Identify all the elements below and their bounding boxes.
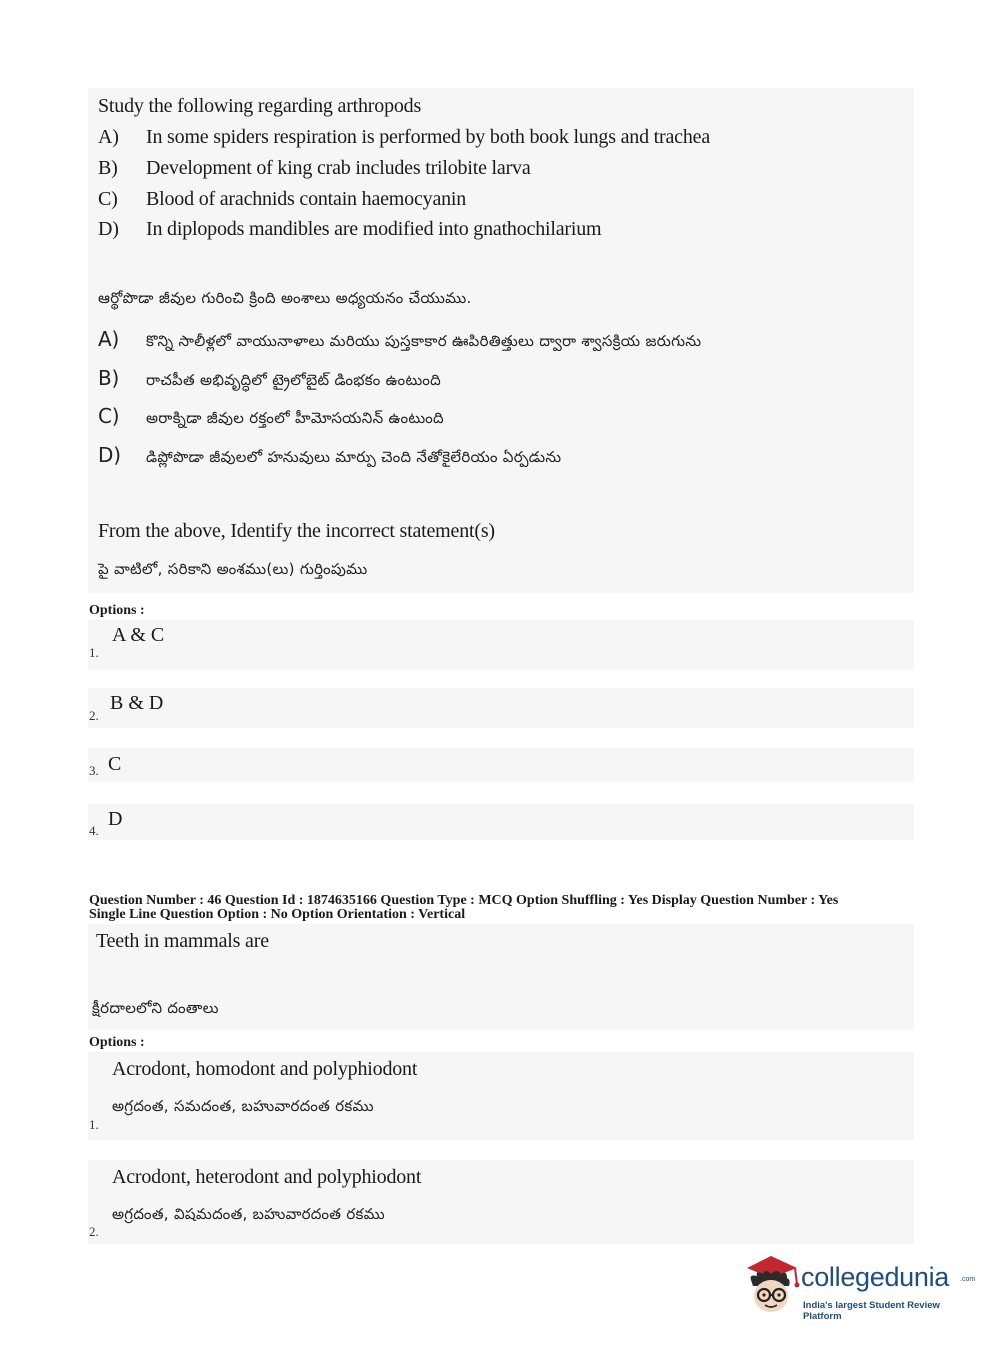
q46-option-2-telugu: అగ్రదంత, విషమదంత, బహువారదంత రకము bbox=[112, 1205, 386, 1223]
logo-tagline: India's largest Student Review Platform bbox=[803, 1300, 940, 1322]
q45-statement-a-en: A) In some spiders respiration is performed by both book lungs and trachea bbox=[98, 126, 710, 148]
q45-option-3-box[interactable] bbox=[88, 748, 914, 782]
logo-domain-suffix: .com bbox=[960, 1276, 976, 1283]
q45-option-1-text: A & C bbox=[112, 624, 165, 646]
q45-intro-telugu: ఆర్థోపొడా జీవుల గురించి క్రింది అంశాలు అధ్యయనం చేయుము. bbox=[98, 289, 472, 307]
q46-option-1-telugu: అగ్రదంత, సమదంత, బహువారదంత రకము bbox=[112, 1097, 374, 1115]
q45-option-2-box[interactable] bbox=[88, 688, 914, 728]
q46-meta-line-2: Single Line Question Option : No Option Orientation : Vertical bbox=[89, 907, 466, 922]
q46-option-2-number: 2. bbox=[89, 1224, 99, 1239]
collegedunia-logo[interactable] bbox=[741, 1248, 976, 1324]
q45-option-2-text: B & D bbox=[110, 692, 164, 714]
q46-question-english: Teeth in mammals are bbox=[96, 930, 269, 952]
q46-meta-line-1: Question Number : 46 Question Id : 1874635166 Question Type : MCQ Option Shuffling : Yes Display Question Number : Yes bbox=[89, 893, 839, 908]
q45-statement-b-te: B) రాచపీత అభివృద్ధిలో ట్రైలోబైట్ డింభకం ఉంటుంది bbox=[98, 366, 442, 390]
q45-option-4-number: 4. bbox=[89, 823, 99, 838]
logo-wordmark: collegedunia bbox=[801, 1262, 950, 1292]
q45-statement-d-en: D) In diplopods mandibles are modified into gnathochilarium bbox=[98, 218, 602, 240]
q45-option-1-box[interactable] bbox=[88, 620, 914, 670]
q45-question-english: From the above, Identify the incorrect statement(s) bbox=[98, 520, 495, 542]
q46-option-1-number: 1. bbox=[89, 1117, 99, 1132]
q45-option-4-text: D bbox=[108, 808, 123, 830]
q45-statement-d-te: D) డిప్లోపొడా జీవులలో హనువులు మార్పు చెంది నేతోకైలేరియం ఏర్పడును bbox=[98, 443, 562, 467]
q45-question-telugu: పై వాటిలో, సరికాని అంశము(లు) గుర్తింపుము bbox=[98, 560, 368, 578]
q45-statement-a-te: A) కొన్ని సాలీళ్లలో వాయునాళాలు మరియు పుస్తకాకార ఊపిరితిత్తులు ద్వారా శ్వాసక్రియ జరుగును bbox=[98, 327, 702, 351]
q45-statement-b-en: B) Development of king crab includes trilobite larva bbox=[98, 157, 531, 179]
q46-question-telugu: క్షీరదాలలోని దంతాలు bbox=[92, 999, 219, 1017]
q46-option-2-english: Acrodont, heterodont and polyphiodont bbox=[112, 1166, 422, 1188]
q45-intro-english: Study the following regarding arthropods bbox=[98, 95, 422, 117]
q45-option-4-box[interactable] bbox=[88, 804, 914, 840]
q45-option-3-text: C bbox=[108, 753, 122, 775]
q46-options-heading: Options : bbox=[89, 1035, 145, 1050]
q45-statement-c-te: C) అరాక్నిడా జీవుల రక్తంలో హీమోసయనిన్ ఉంటుంది bbox=[98, 404, 444, 428]
graduate-mascot-icon bbox=[741, 1250, 803, 1320]
q46-option-1-english: Acrodont, homodont and polyphiodont bbox=[112, 1058, 418, 1080]
q45-options-heading: Options : bbox=[89, 603, 145, 618]
q45-option-2-number: 2. bbox=[89, 708, 99, 723]
q45-option-1-number: 1. bbox=[89, 645, 99, 660]
q45-statement-c-en: C) Blood of arachnids contain haemocyanin bbox=[98, 188, 467, 210]
q45-option-3-number: 3. bbox=[89, 763, 99, 778]
